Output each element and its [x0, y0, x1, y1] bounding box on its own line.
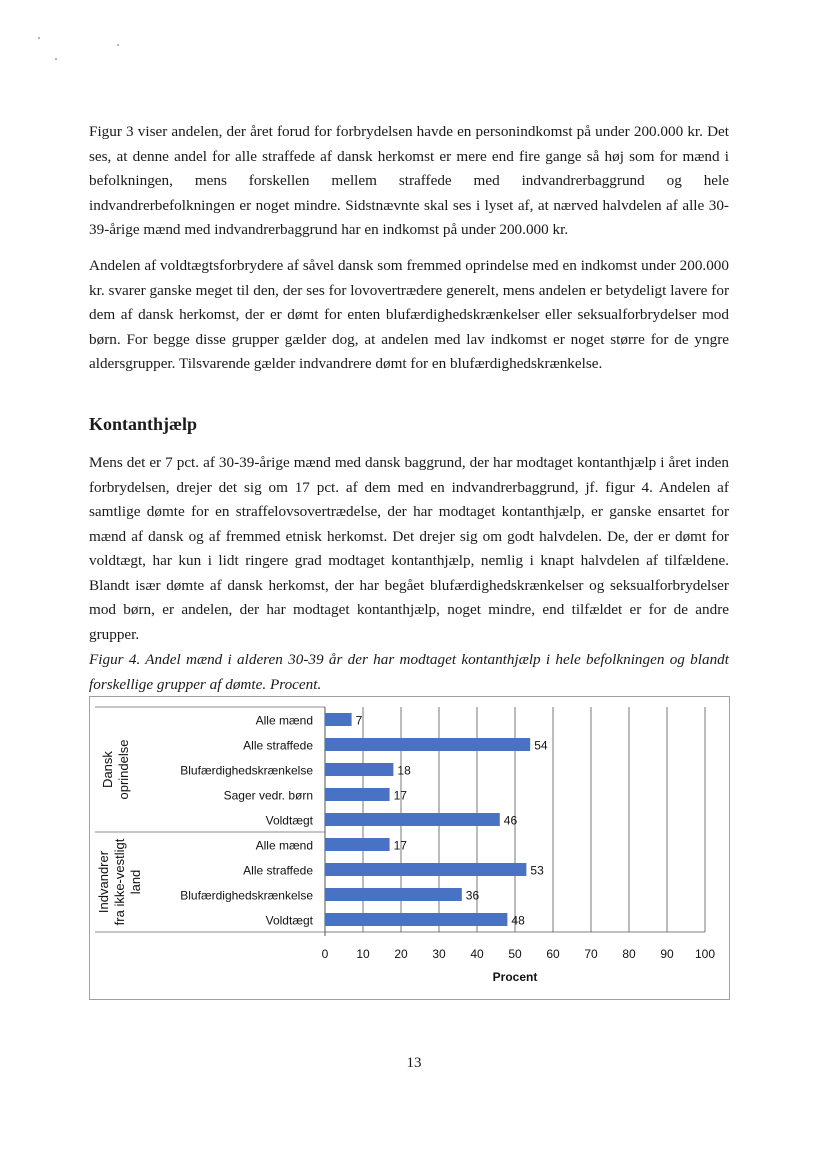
bar — [325, 713, 352, 726]
data-label: 18 — [397, 763, 411, 778]
data-label: 53 — [530, 863, 544, 878]
x-tick-label: 40 — [470, 947, 484, 961]
bar — [325, 888, 462, 901]
paragraph-voldtaegt: Andelen af voldtægtsforbrydere af såvel dansk som fremmed oprindelse med en indkomst under 200.000 kr. svarer ganske meget til den, der ses for lovovertrædere generelt, mens andelen er betydeligt lavere for dem af dansk herkomst, der er dømt for enten blufærdighedskrænkelser eller seksualforbrydelser mod børn. For begge disse grupper gælder dog, at andelen med lav indkomst er noget større for de yngre aldersgrupper. Tilsvarende gælder indvandrere dømt for en blufærdighedskrænkelse. — [89, 257, 729, 372]
x-tick-label: 20 — [394, 947, 408, 961]
bar — [325, 913, 507, 926]
bar — [325, 838, 390, 851]
bar — [325, 788, 390, 801]
x-tick-label: 50 — [508, 947, 522, 961]
x-tick-label: 60 — [546, 947, 560, 961]
bar — [325, 738, 530, 751]
paragraph-kontanthjaelp: Mens det er 7 pct. af 30-39-årige mænd med dansk baggrund, der har modtaget kontanthjælp i året inden forbrydelsen, drejer det sig om 17 pct. af dem med en indvandrerbaggrund, jf. figur 4. Andelen af samtlige dømte for en straffelovsovertrædelse, der har modtaget kontanthjælp, er ganske ensartet for mænd af dansk og af fremmed etnisk herkomst. Det drejer sig om godt halvdelen. De, der er dømt for voldtægt, har kun i lidt ringere grad modtaget kontanthjælp, nemlig i knapt halvdelen af tilfældene. Blandt især dømte af dansk herkomst, der har begået blufærdighedskrænkelser og seksualforbrydelser mod børn, er andelen, der har modtaget kontanthjælp, noget mindre, end tilfældet er for de andre grupper. — [89, 454, 729, 643]
category-label: Alle straffede — [243, 863, 313, 878]
category-label: Voldtægt — [265, 913, 313, 928]
scan-speck — [117, 44, 119, 46]
page-number: 13 — [406, 1055, 422, 1071]
data-label: 17 — [393, 838, 407, 853]
group-label: Indvandrer — [96, 850, 111, 914]
x-tick-label: 70 — [584, 947, 598, 961]
data-label: 46 — [503, 813, 518, 828]
group-label: land — [128, 869, 143, 895]
x-tick-label: 10 — [356, 947, 370, 961]
category-label: Blufærdighedskrænkelse — [180, 763, 313, 778]
figure-caption: Figur 4. Andel mænd i alderen 30-39 år der har modtaget kontanthjælp i hele befolkningen og blandt forskellige grupper af dømte. Procent. — [89, 651, 729, 693]
data-label: 54 — [534, 738, 548, 753]
category-label: Sager vedr. børn — [223, 788, 313, 803]
group-label: oprindelse — [116, 739, 131, 800]
paragraph-figur3: Figur 3 viser andelen, der året forud for forbrydelsen havde en personindkomst på under 200.000 kr. Det ses, at denne andel for alle straffede af dansk herkomst er mere end fire gange så høj som for mænd i befolkningen, mens forskellen mellem straffede med indvandrerbaggrund og hele indvandrerbefolkningen er noget mindre. Sidstnævnte skal ses i lyset af, at nærved halvdelen af alle 30-39-årige mænd med indvandrerbaggrund har en indkomst på under 200.000 kr. — [89, 123, 729, 238]
data-label: 17 — [393, 788, 407, 803]
group-label: Dansk — [100, 751, 115, 788]
bar — [325, 813, 500, 826]
data-label: 7 — [355, 713, 363, 728]
bar — [325, 763, 393, 776]
x-tick-label: 100 — [694, 947, 716, 961]
scan-speck — [38, 37, 40, 39]
category-label: Voldtægt — [265, 813, 313, 828]
x-tick-label: 0 — [321, 947, 329, 961]
x-tick-label: 30 — [432, 947, 446, 961]
scan-speck — [55, 58, 57, 60]
x-axis-title: Procent — [492, 970, 538, 984]
bar-chart — [90, 697, 731, 1001]
group-label: fra ikke-vestligt — [112, 838, 127, 926]
category-label: Alle mænd — [255, 713, 313, 728]
bar — [325, 863, 526, 876]
category-label: Alle straffede — [243, 738, 313, 753]
category-label: Blufærdighedskrænkelse — [180, 888, 313, 903]
x-tick-label: 80 — [622, 947, 636, 961]
section-heading-kontanthjaelp: Kontanthjælp — [89, 414, 198, 434]
x-tick-label: 90 — [660, 947, 674, 961]
data-label: 36 — [465, 888, 480, 903]
category-label: Alle mænd — [255, 838, 313, 853]
figure-4-chart-frame — [89, 696, 730, 1000]
data-label: 48 — [511, 913, 525, 928]
